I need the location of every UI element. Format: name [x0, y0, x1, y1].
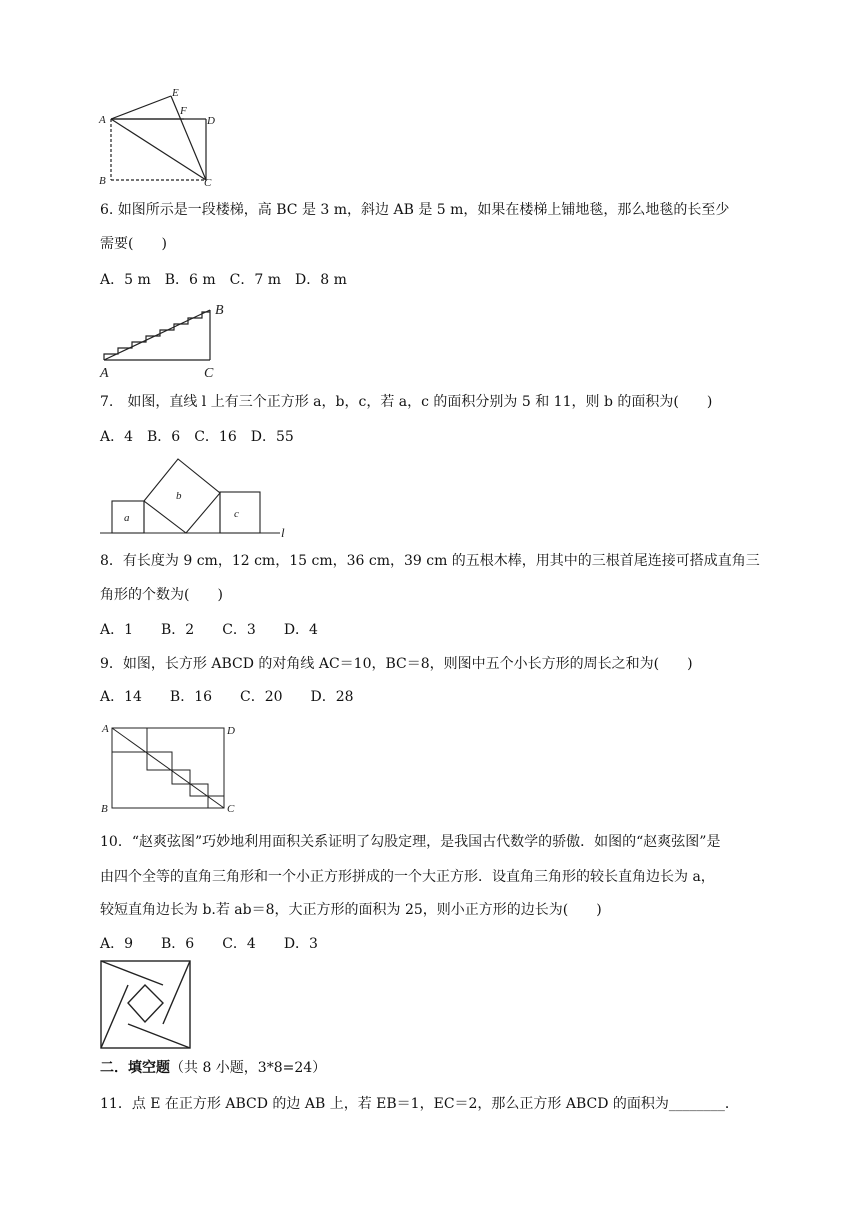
label-a: A [102, 723, 109, 735]
label-a: A [99, 114, 106, 126]
label-c: C [204, 366, 214, 380]
q5-figure [96, 86, 226, 188]
q7-options: A．4 B．6 C．16 D．55 [100, 429, 294, 445]
chord-3 [128, 1024, 190, 1048]
big-square [101, 961, 190, 1048]
square-b [144, 459, 220, 533]
label-a: A [100, 366, 109, 380]
segment-ae [111, 96, 171, 119]
q10-stem-line3: 较短直角边长为 b.若 ab＝8，大正方形的面积为 25，则小正方形的边长为( ) [100, 902, 602, 918]
q10-options: A．9 B．6 C．4 D．3 [100, 936, 318, 952]
chord-2 [163, 961, 190, 1024]
q9-options: A．14 B．16 C．20 D．28 [100, 689, 354, 705]
q6-staircase-figure [96, 298, 236, 380]
label-c: C [204, 177, 212, 188]
q8-stem-line1: 8．有长度为 9 cm，12 cm，15 cm，36 cm，39 cm 的五根木棒，用其中的三根首尾连接可搭成直角三 [100, 553, 760, 569]
small-square [128, 985, 163, 1022]
q9-rectangle-figure [98, 720, 243, 816]
q6-stem-line1: 6. 如图所示是一段楼梯，高 BC 是 3 m，斜边 AB 是 5 m，如果在楼梯上铺地毯，那么地毯的长至少 [100, 202, 730, 218]
label-c: C [227, 803, 235, 815]
q9-stem: 9．如图，长方形 ABCD 的对角线 AC＝10，BC＝8，则图中五个小长方形的周长之和为( ) [100, 656, 693, 672]
q7-stem: 7. 如图，直线 l 上有三个正方形 a，b，c，若 a，c 的面积分别为 5 和 11，则 b 的面积为( ) [100, 394, 713, 410]
q10-zhao-shuang-figure [98, 958, 194, 1052]
q10-stem-line1: 10．“赵爽弦图”巧妙地利用面积关系证明了勾股定理，是我国古代数学的骄傲．如图的“赵爽弦图”是 [100, 834, 721, 850]
label-b: B [99, 175, 106, 187]
label-c: c [234, 508, 239, 520]
section-heading [100, 1058, 326, 1078]
segment-ac [111, 119, 206, 180]
chord-4 [101, 985, 128, 1048]
label-b: b [176, 490, 182, 502]
label-f: F [180, 105, 187, 117]
label-d: D [207, 115, 215, 127]
label-a: a [124, 512, 130, 524]
label-d: D [227, 725, 235, 737]
q6-stem-line2: 需要( ) [100, 236, 167, 252]
q6-options: A．5 m B．6 m C．7 m D．8 m [100, 272, 347, 288]
q8-stem-line2: 角形的个数为( ) [100, 587, 223, 603]
label-e: E [172, 87, 179, 99]
square-c [220, 492, 260, 533]
staircase-upper [147, 752, 224, 796]
label-b: B [215, 303, 224, 318]
label-l: l [281, 525, 285, 540]
section-title: 二．填空题 [100, 1060, 170, 1076]
q10-stem-line2: 由四个全等的直角三角形和一个小正方形拼成的一个大正方形．设直角三角形的较长直角边长为 a， [100, 869, 715, 885]
q7-squares-figure [100, 455, 300, 540]
q11-stem: 11．点 E 在正方形 ABCD 的边 AB 上，若 EB＝1，EC＝2，那么正方形 ABCD 的面积为________． [100, 1096, 739, 1112]
chord-1 [101, 961, 163, 985]
hypotenuse-ab [104, 310, 210, 360]
segment-ec [171, 96, 206, 180]
q8-options: A．1 B．2 C．3 D．4 [100, 622, 318, 638]
section-note: （共 8 小题，3*8=24） [170, 1060, 327, 1076]
label-b: B [101, 803, 108, 815]
staircase [147, 728, 208, 808]
